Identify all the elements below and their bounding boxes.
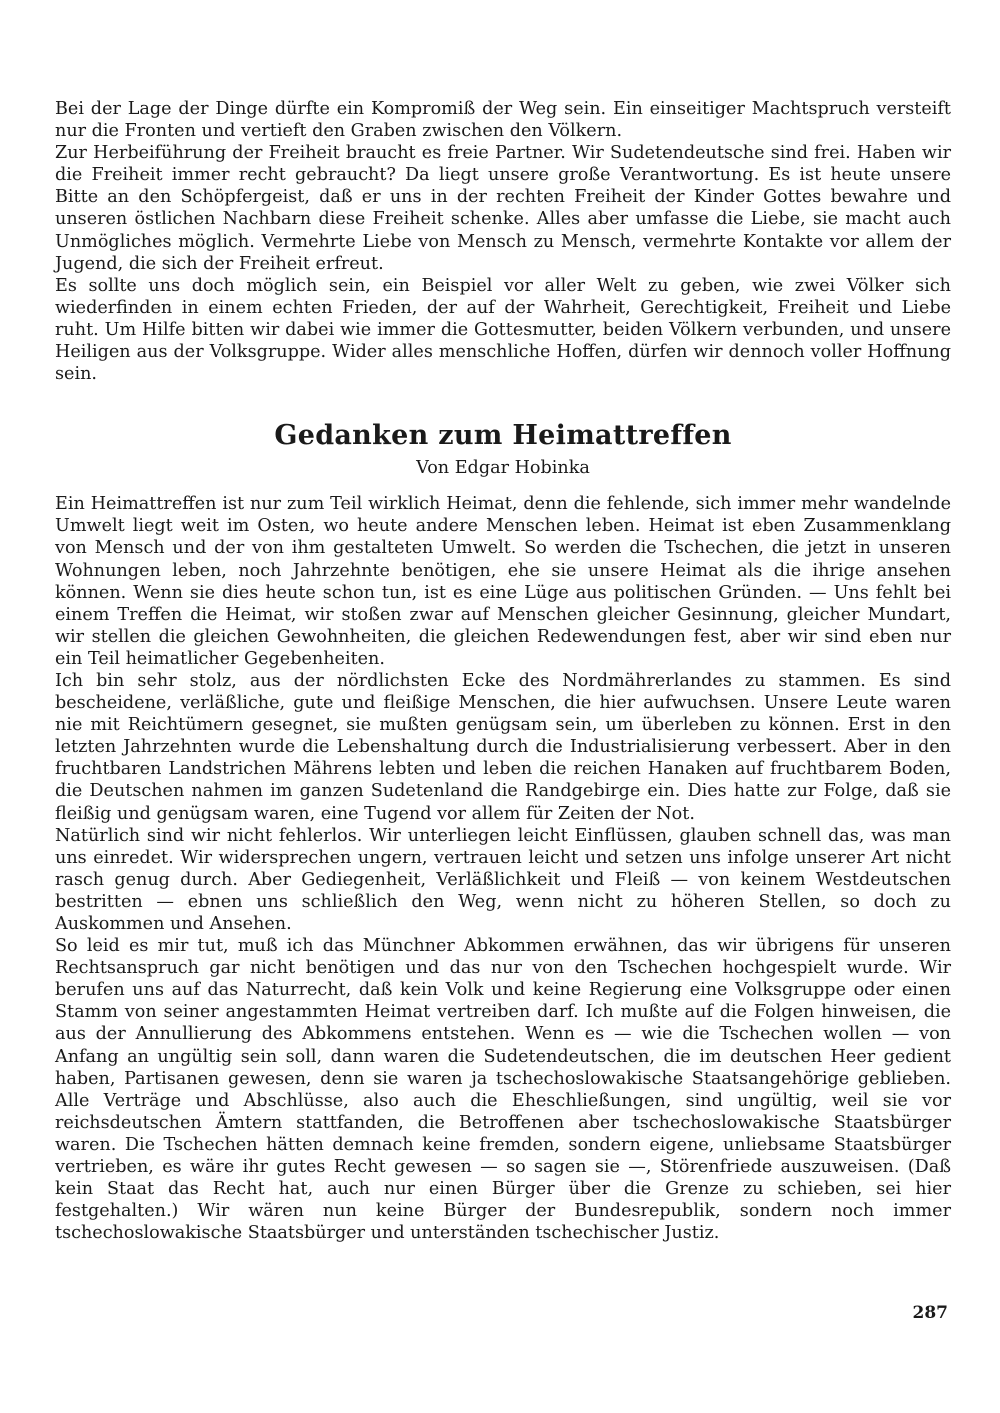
page-body bbox=[55, 98, 951, 1244]
paragraph-intro-3: Es sollte uns doch möglich sein, ein Beispiel vor aller Welt zu geben, wie zwei Völker sich wiederfinden in einem echten Frieden, der auf der Wahrheit, Gerechtigkeit, Freiheit und Liebe ruht. Um Hilfe bitten wir dabei wie immer die Gottesmutter, beiden Völkern verbunden, und unsere Heiligen aus der Volksgruppe. Wider alles menschliche Hoffen, dürfen wir dennoch voller Hoffnung sein. bbox=[55, 275, 951, 385]
article-paragraph-1: Ein Heimattreffen ist nur zum Teil wirklich Heimat, denn die fehlende, sich immer mehr wandelnde Umwelt liegt weit im Osten, wo heute andere Menschen leben. Heimat ist eben Zusammenklang von Mensch und der von ihm gestalteten Umwelt. So werden die Tschechen, die jetzt in unseren Wohnungen leben, noch Jahrzehnte benötigen, ehe sie unsere Heimat als die ihrige ansehen können. Wenn sie dies heute schon tun, ist es eine Lüge aus politischen Gründen. — Uns fehlt bei einem Treffen die Heimat, wir stoßen zwar auf Menschen gleicher Gesinnung, gleicher Mundart, wir stellen die gleichen Gewohnheiten, die gleichen Redewendungen fest, aber wir sind eben nur ein Teil heimatlicher Gegebenheiten. bbox=[55, 494, 951, 669]
article-paragraph-4: So leid es mir tut, muß ich das Münchner Abkommen erwähnen, das wir übrigens für unseren Rechtsanspruch gar nicht benötigen und das nur von den Tschechen hochgespielt wurde. Wir berufen uns auf das Naturrecht, daß kein Volk und keine Regierung eine Volksgruppe oder einen Stamm von seiner angestammten Heimat vertreiben darf. Ich mußte auf die Folgen hinweisen, die aus der Annullierung des Abkommens entstehen. Wenn es — wie die Tschechen wollen — von Anfang an ungültig sein soll, dann waren die Sudetendeutschen, die im deutschen Heer gedient haben, Partisanen gewesen, denn sie waren ja tschechoslowakische Staatsangehörige geblieben. Alle Verträge und Abschlüsse, also auch die Eheschließungen, sind ungültig, weil sie vor reichsdeutschen Ämtern stattfanden, die Betroffenen aber tschechoslowakische Staatsbürger waren. Die Tschechen hätten demnach keine fremden, sondern eigene, unliebsame Staatsbürger vertrieben, es wäre ihr gutes Recht gewesen — so sagen sie —, Störenfriede auszuweisen. (Daß kein Staat das Recht hat, auch nur einen Bürger über die Grenze zu schieben, sei hier festgehalten.) Wir wären nun keine Bürger der Bundesrepublik, sondern noch immer tschechoslowakische Staatsbürger und unterständen tschechischer Justiz. bbox=[55, 936, 951, 1244]
paragraph-intro-2: Zur Herbeiführung der Freiheit braucht es freie Partner. Wir Sudetendeutsche sind frei. Haben wir die Freiheit immer recht gebraucht? Da liegt unsere große Verantwortung. Es ist heute unsere Bitte an den Schöpfergeist, daß er uns in der rechten Freiheit der Kinder Gottes bewahre und unseren östlichen Nachbarn diese Freiheit schenke. Alles aber umfasse die Liebe, sie macht auch Unmögliches möglich. Vermehrte Liebe von Mensch zu Mensch, vermehrte Kontakte vor allem der Jugend, die sich der Freiheit erfreut. bbox=[55, 143, 951, 274]
article-paragraph-2: Ich bin sehr stolz, aus der nördlichsten Ecke des Nordmährerlandes zu stammen. Es sind bescheidene, verläßliche, gute und fleißige Menschen, die hier aufwuchsen. Unsere Leute waren nie mit Reichtümern gesegnet, sie mußten genügsam sein, um überleben zu können. Erst in den letzten Jahrzehnten wurde die Lebenshaltung durch die Industrialisierung verbessert. Aber in den fruchtbaren Landstrichen Mährens lebten und leben die reichen Hanaken auf fruchtbarem Boden, die Deutschen nahmen im ganzen Sudetenland die Randgebirge ein. Dies hatte zur Folge, daß sie fleißig und genügsam waren, eine Tugend vor allem für Zeiten der Not. bbox=[55, 670, 951, 824]
article-title: Gedanken zum Heimattreffen bbox=[274, 420, 732, 452]
page-number: 287 bbox=[912, 1303, 948, 1323]
article-paragraph-3: Natürlich sind wir nicht fehlerlos. Wir unterliegen leicht Einflüssen, glauben schnell das, was man uns einredet. Wir widersprechen ungern, vertrauen leicht und setzen uns infolge unserer Art nicht rasch genug durch. Aber Gediegenheit, Verläßlichkeit und Fleiß — von keinem Westdeutschen bestritten — ebnen uns schließlich den Weg, wenn nicht zu höheren Stellen, so doch zu Auskommen und Ansehen. bbox=[55, 825, 951, 934]
paragraph-intro-1: Bei der Lage der Dinge dürfte ein Kompromiß der Weg sein. Ein einseitiger Machtspruch versteift nur die Fronten und vertieft den Graben zwischen den Völkern. bbox=[55, 99, 951, 142]
article-byline: Von Edgar Hobinka bbox=[416, 458, 590, 479]
